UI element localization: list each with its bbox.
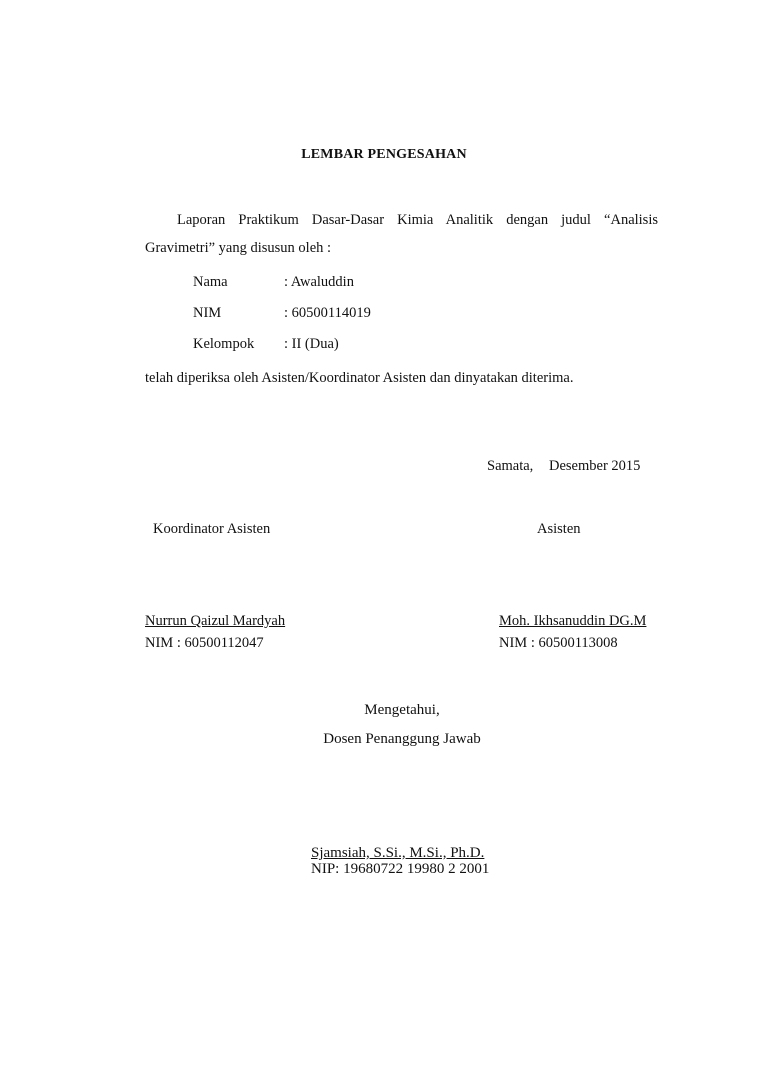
- detail-label-kelompok: Kelompok: [193, 336, 255, 352]
- detail-label-nama: Nama: [193, 274, 228, 290]
- signatory-right-role: Asisten: [537, 521, 581, 537]
- detail-value-nim: : 60500114019: [284, 305, 371, 321]
- detail-value-kelompok: : II (Dua): [284, 336, 339, 352]
- closing-statement: telah diperiksa oleh Asisten/Koordinator Asisten dan dinyatakan diterima.: [145, 370, 574, 386]
- page-title: LEMBAR PENGESAHAN: [301, 147, 467, 162]
- detail-label-nim: NIM: [193, 305, 222, 321]
- approval-heading: Mengetahui,: [364, 702, 440, 718]
- date-place: Samata,: [487, 458, 534, 474]
- approval-role: Dosen Penanggung Jawab: [323, 731, 481, 747]
- signatory-left-role: Koordinator Asisten: [153, 521, 271, 537]
- intro-line-2: Gravimetri” yang disusun oleh :: [145, 240, 332, 256]
- approval-name: Sjamsiah, S.Si., M.Si., Ph.D.: [311, 845, 485, 861]
- detail-value-nama: : Awaluddin: [284, 274, 354, 290]
- date-month-year: Desember 2015: [549, 458, 641, 474]
- signatory-right-id: NIM : 60500113008: [499, 635, 618, 651]
- signatory-left-id: NIM : 60500112047: [145, 635, 264, 651]
- signatory-right-name: Moh. Ikhsanuddin DG.M: [499, 613, 647, 629]
- approval-id: NIP: 19680722 19980 2 2001: [311, 861, 490, 877]
- signatory-left-name: Nurrun Qaizul Mardyah: [145, 613, 286, 629]
- intro-line-1: Laporan Praktikum Dasar-Dasar Kimia Analitik dengan judul “Analisis: [177, 212, 658, 228]
